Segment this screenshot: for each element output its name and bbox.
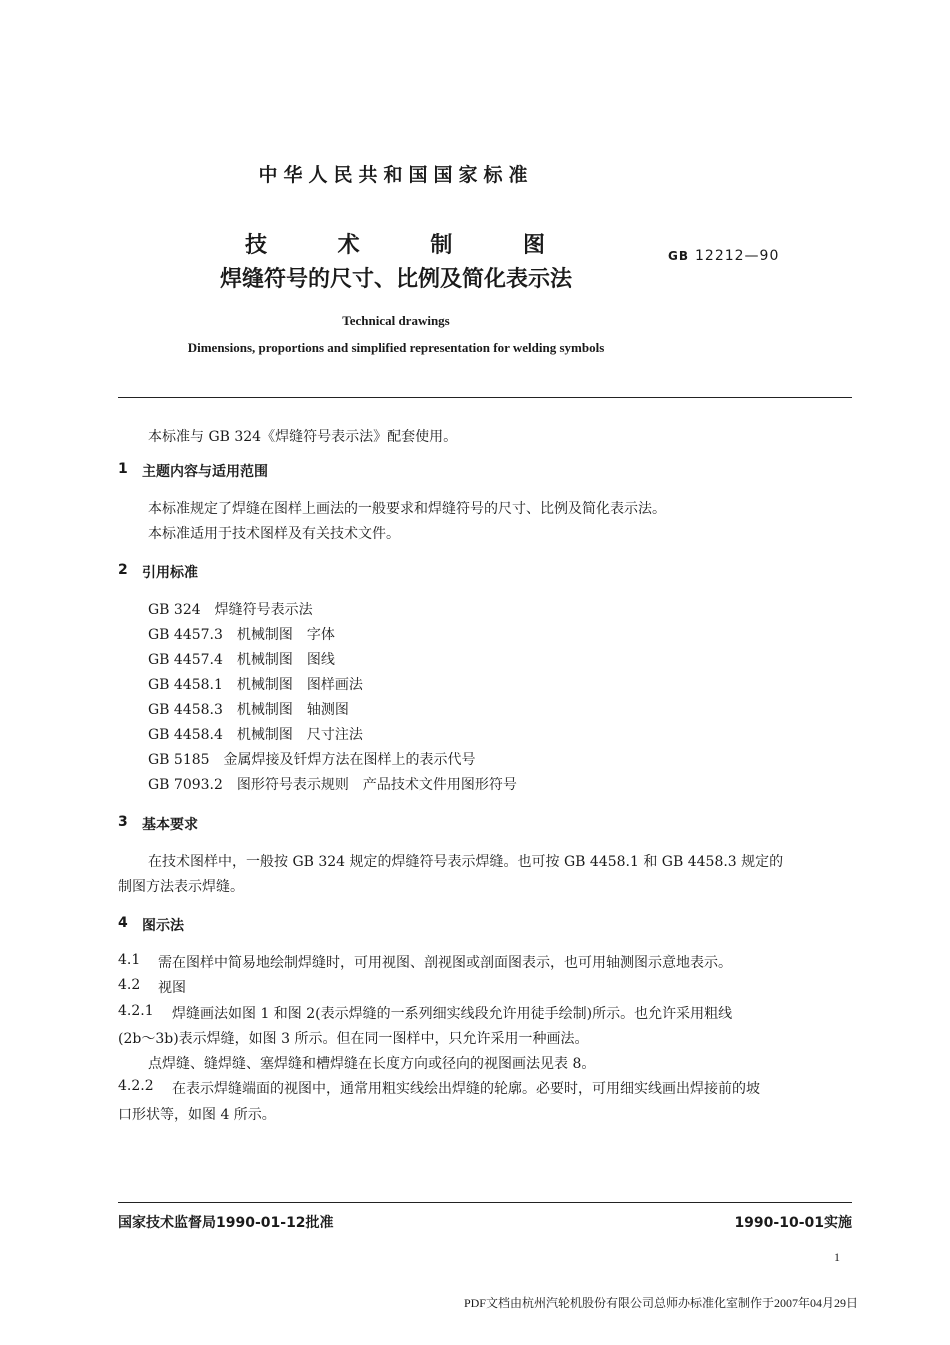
document-subtitle: 焊缝符号的尺寸、比例及简化表示法 [219, 267, 572, 292]
clause-4-2-2-number: 4.2.2 [118, 1078, 154, 1094]
english-subtitle: Dimensions, proportions and simplified representation for welding symbols [187, 340, 605, 355]
clause-4-1-number: 4.1 [118, 952, 141, 968]
title-char: 制 [430, 233, 453, 258]
clause-4-2-1-number: 4.2.1 [118, 1003, 154, 1019]
clause-4-2-1-text: 点焊缝、缝焊缝、塞焊缝和槽焊缝在长度方向或径向的视图画法见表 8。 [148, 1056, 596, 1072]
national-standard-title: 中华人民共和国国家标准 [258, 164, 534, 186]
clause-4-2-1-text: 焊缝画法如图 1 和图 2(表示焊缝的一系列细实线段允许用徒手绘制)所示。也允许采用粗线 [172, 1006, 733, 1022]
clause-4-2-number: 4.2 [118, 977, 141, 993]
page-number: 1 [834, 1250, 840, 1264]
section-4-heading: 图示法 [142, 918, 184, 934]
title-char: 技 [245, 233, 268, 258]
intro-paragraph: 本标准与 GB 324《焊缝符号表示法》配套使用。 [148, 429, 458, 445]
section-1-paragraph: 本标准规定了焊缝在图样上画法的一般要求和焊缝符号的尺寸、比例及简化表示法。 [148, 501, 666, 517]
reference-item: GB 5185 金属焊接及钎焊方法在图样上的表示代号 [148, 752, 476, 768]
standard-code [668, 248, 779, 264]
reference-item: GB 4457.3 机械制图 字体 [148, 627, 335, 643]
header-divider [118, 397, 852, 398]
section-1-number: 1 [118, 461, 128, 477]
production-note: PDF文档由杭州汽轮机股份有限公司总师办标准化室制作于2007年04月29日 [463, 1296, 858, 1310]
section-2-number: 2 [118, 562, 128, 578]
document-main-title [245, 228, 545, 259]
title-char: 术 [337, 233, 360, 258]
reference-item: GB 4458.3 机械制图 轴测图 [148, 702, 349, 718]
section-1-heading: 主题内容与适用范围 [142, 464, 268, 480]
standard-code-prefix: GB [668, 249, 689, 263]
section-3-number: 3 [118, 814, 128, 830]
reference-item: GB 4458.1 机械制图 图样画法 [148, 677, 363, 693]
section-3-heading: 基本要求 [142, 817, 198, 833]
section-2-heading: 引用标准 [142, 565, 198, 581]
footer-divider [118, 1202, 852, 1203]
section-4-number: 4 [118, 915, 128, 931]
clause-4-2-1-text: (2b～3b)表示焊缝，如图 3 所示。但在同一图样中，只允许采用一种画法。 [118, 1031, 589, 1047]
reference-item: GB 4457.4 机械制图 图线 [148, 652, 335, 668]
section-3-paragraph: 制图方法表示焊缝。 [118, 879, 244, 895]
reference-item: GB 324 焊缝符号表示法 [148, 602, 313, 618]
english-title: Technical drawings [342, 313, 450, 328]
implementation-date: 1990-10-01实施 [734, 1215, 852, 1231]
clause-4-2-2-text: 口形状等，如图 4 所示。 [118, 1107, 276, 1123]
standard-code-number: 12212—90 [695, 248, 780, 264]
title-char: 图 [522, 233, 545, 258]
approval-date: 国家技术监督局1990-01-12批准 [118, 1215, 334, 1231]
reference-item: GB 7093.2 图形符号表示规则 产品技术文件用图形符号 [148, 777, 517, 793]
section-1-paragraph: 本标准适用于技术图样及有关技术文件。 [148, 526, 400, 542]
reference-item: GB 4458.4 机械制图 尺寸注法 [148, 727, 363, 743]
clause-4-1-text: 需在图样中简易地绘制焊缝时，可用视图、剖视图或剖面图表示，也可用轴测图示意地表示。 [158, 955, 732, 971]
section-3-paragraph: 在技术图样中，一般按 GB 324 规定的焊缝符号表示焊缝。也可按 GB 4458.1 和 GB 4458.3 规定的 [148, 854, 784, 870]
clause-4-2-2-text: 在表示焊缝端面的视图中，通常用粗实线绘出焊缝的轮廓。必要时，可用细实线画出焊接前的坡 [172, 1081, 760, 1097]
clause-4-2-text: 视图 [158, 980, 186, 996]
